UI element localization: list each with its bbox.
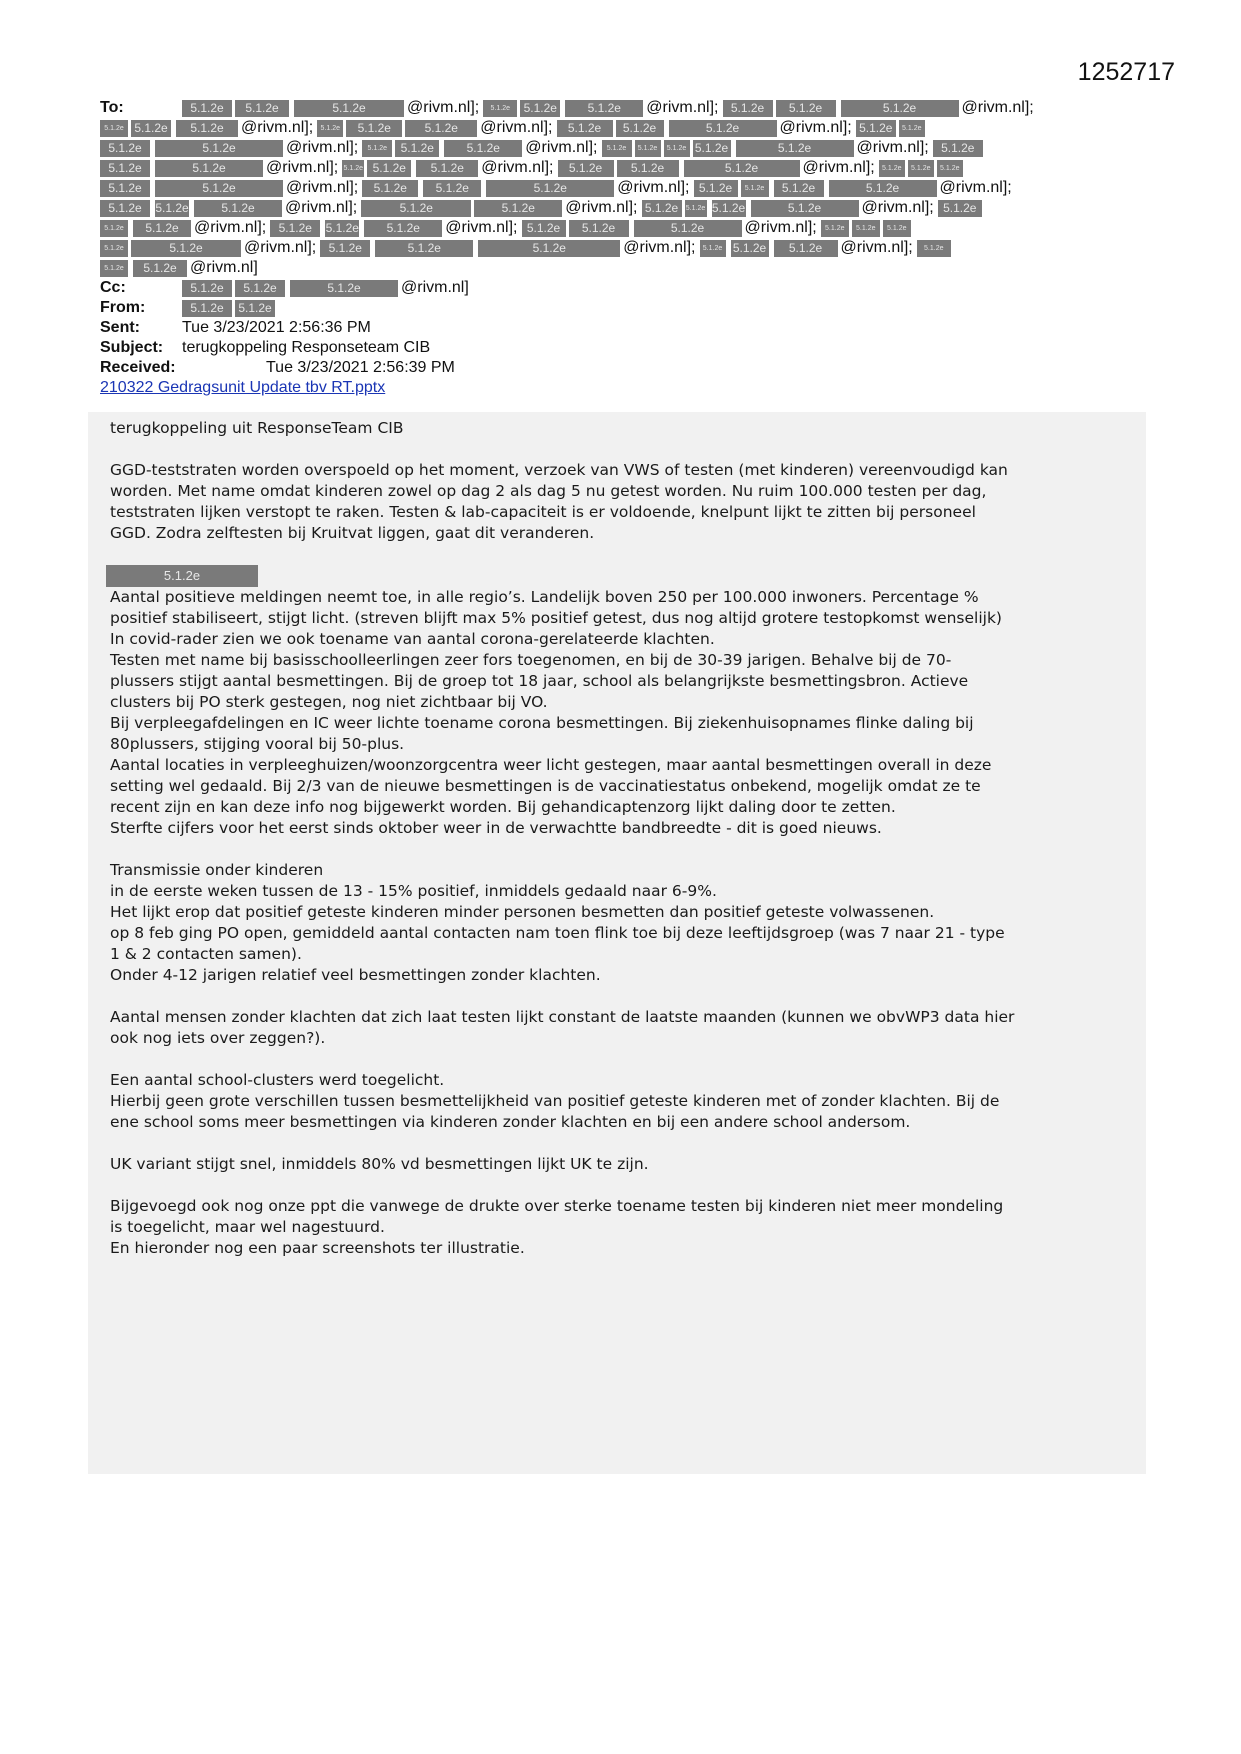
- redaction-box: 5.1.2e: [694, 180, 738, 197]
- recipient-domain: @rivm.nl];: [525, 139, 598, 156]
- recipient-domain: @rivm.nl];: [194, 219, 267, 236]
- recipient-domain: @rivm.nl];: [480, 119, 553, 136]
- paragraph-attachment-note: [110, 1196, 1140, 1259]
- redaction-box: 5.1.2e: [153, 180, 283, 197]
- body-line: ook nog iets over zeggen?).: [110, 1029, 326, 1047]
- redaction-box: 5.1.2e: [776, 100, 836, 117]
- recipient-line: [100, 258, 1150, 278]
- recipient-domain: @rivm.nl];: [617, 179, 690, 196]
- redaction-box: 5.1.2e: [772, 180, 824, 197]
- section-heading-redacted: [110, 565, 1140, 587]
- recipient-domain: @rivm.nl];: [286, 179, 359, 196]
- redaction-box: 5.1.2e: [772, 240, 838, 257]
- redaction-box: 5.1.2e: [153, 200, 189, 217]
- redaction-box: 5.1.2e: [100, 120, 128, 137]
- body-line: Hierbij geen grote verschillen tussen besmettelijkheid van positief geteste kinderen met of zonder klachten. Bij de: [110, 1092, 1000, 1110]
- body-line: Het lijkt erop dat positief geteste kinderen minder personen besmetten dan positief geteste volwassenen.: [110, 903, 935, 921]
- redaction-box: 5.1.2e: [367, 160, 411, 177]
- redaction-box: 5.1.2e: [100, 240, 128, 257]
- subject-value: terugkoppeling Responseteam CIB: [182, 339, 431, 356]
- redaction-box: 5.1.2e: [617, 160, 679, 177]
- recipient-domain: @rivm.nl];: [961, 99, 1034, 116]
- from-label: From:: [100, 299, 146, 316]
- paragraph-school-clusters: [110, 1070, 1140, 1133]
- body-line: Aantal positieve meldingen neemt toe, in alle regio’s. Landelijk boven 250 per 100.000 inwoners. Percentage %: [110, 588, 979, 606]
- redaction-box: 5.1.2e: [106, 565, 258, 587]
- redaction-box: 5.1.2e: [323, 220, 359, 237]
- redaction-box: 5.1.2e: [182, 100, 232, 117]
- recipient-line: [100, 218, 1150, 238]
- redaction-box: 5.1.2e: [520, 100, 560, 117]
- redaction-box: 5.1.2e: [632, 220, 742, 237]
- redaction-box: 5.1.2e: [642, 200, 682, 217]
- body-line: Sterfte cijfers voor het eerst sinds oktober weer in de verwachtte bandbreedte - dit is goed nieuws.: [110, 819, 882, 837]
- recipient-domain: @rivm.nl];: [565, 199, 638, 216]
- paragraph-transmission: [110, 860, 1140, 986]
- redaction-box: 5.1.2e: [270, 220, 320, 237]
- received-value: Tue 3/23/2021 2:56:39 PM: [266, 359, 455, 376]
- recipient-line: [100, 178, 1150, 198]
- redaction-box: 5.1.2e: [100, 260, 128, 277]
- body-line: Aantal locaties in verpleeghuizen/woonzorgcentra weer licht gestegen, maar aantal besmettingen overall in deze: [110, 756, 992, 774]
- redaction-box: 5.1.2e: [361, 200, 471, 217]
- redaction-box: 5.1.2e: [421, 180, 481, 197]
- recipient-line: [182, 98, 1150, 118]
- recipient-line: [100, 238, 1150, 258]
- redaction-box: 5.1.2e: [723, 100, 773, 117]
- recipient-domain: @rivm.nl];: [244, 239, 317, 256]
- redaction-box: 5.1.2e: [856, 120, 896, 137]
- redaction-box: 5.1.2e: [373, 240, 473, 257]
- cc-recipients: [182, 278, 473, 298]
- redaction-box: 5.1.2e: [320, 240, 370, 257]
- body-line: plussers stijgt aantal besmettingen. Bij de groep tot 18 jaar, school als belangrijkste besmettingsbron. Actieve: [110, 672, 969, 690]
- body-line: Een aantal school-clusters werd toegelicht.: [110, 1071, 445, 1089]
- body-line: UK variant stijgt snel, inmiddels 80% vd besmettingen lijkt UK te zijn.: [110, 1155, 649, 1173]
- redaction-box: 5.1.2e: [342, 160, 364, 177]
- redaction-box: 5.1.2e: [235, 280, 285, 297]
- redaction-box: 5.1.2e: [558, 160, 614, 177]
- redaction-box: 5.1.2e: [100, 140, 150, 157]
- body-line: 80plussers, stijging vooral bij 50-plus.: [110, 735, 405, 753]
- redaction-box: 5.1.2e: [362, 180, 418, 197]
- redaction-box: 5.1.2e: [852, 220, 880, 237]
- recipient-domain: @rivm.nl];: [481, 159, 554, 176]
- body-line: GGD-teststraten worden overspoeld op het moment, verzoek van VWS of testen (met kinderen) vereenvoudigd kan: [110, 461, 1008, 479]
- received-label: Received:: [100, 359, 176, 376]
- redaction-box: 5.1.2e: [100, 180, 150, 197]
- recipient-domain: @rivm.nl];: [445, 219, 518, 236]
- cc-label: Cc:: [100, 279, 126, 296]
- recipient-domain: @rivm.nl];: [802, 159, 875, 176]
- redaction-box: 5.1.2e: [839, 100, 959, 117]
- redaction-box: 5.1.2e: [682, 160, 800, 177]
- intro-paragraph: terugkoppeling uit ResponseTeam CIB: [110, 419, 404, 437]
- redaction-box: 5.1.2e: [938, 200, 982, 217]
- redaction-box: 5.1.2e: [405, 120, 477, 137]
- recipient-domain: @rivm.nl];: [840, 239, 913, 256]
- redaction-box: 5.1.2e: [414, 160, 478, 177]
- subject-row: [100, 338, 1150, 358]
- received-row: [100, 358, 1150, 378]
- redaction-box: 5.1.2e: [749, 200, 859, 217]
- redaction-box: 5.1.2e: [484, 180, 614, 197]
- body-line: ene school soms meer besmettingen via kinderen zonder klachten en bij een andere school andersom.: [110, 1113, 911, 1131]
- recipient-line: [100, 158, 1150, 178]
- to-label: To:: [100, 99, 124, 116]
- redaction-box: 5.1.2e: [131, 260, 187, 277]
- attachment-link[interactable]: 210322 Gedragsunit Update tbv RT.pptx: [100, 379, 386, 396]
- email-header: [100, 98, 1150, 398]
- recipient-line: [100, 118, 1150, 138]
- recipient-domain: @rivm.nl];: [286, 139, 359, 156]
- redaction-box: 5.1.2e: [908, 160, 934, 177]
- document-id: 1252717: [1077, 58, 1175, 86]
- redaction-box: 5.1.2e: [693, 140, 731, 157]
- redaction-box: 5.1.2e: [917, 240, 951, 257]
- recipient-domain: @rivm.nl];: [623, 239, 696, 256]
- body-line: In covid-rader zien we ook toename van aantal corona-gerelateerde klachten.: [110, 630, 715, 648]
- redaction-box: 5.1.2e: [174, 120, 238, 137]
- subject-label: Subject:: [100, 339, 164, 356]
- redaction-box: 5.1.2e: [182, 280, 232, 297]
- recipient-domain: @rivm.nl];: [744, 219, 817, 236]
- paragraph-trends: [110, 587, 1140, 839]
- redaction-box: 5.1.2e: [153, 160, 263, 177]
- redaction-box: 5.1.2e: [395, 140, 439, 157]
- redaction-box: 5.1.2e: [685, 200, 707, 217]
- redaction-box: 5.1.2e: [153, 140, 283, 157]
- redaction-box: 5.1.2e: [131, 220, 191, 237]
- redaction-box: 5.1.2e: [883, 220, 911, 237]
- redaction-box: 5.1.2e: [569, 220, 629, 237]
- body-line: Testen met name bij basisschoolleerlingen zeer fors toegenomen, en bij de 30-39 jarigen. Behalve bij de 70-: [110, 651, 952, 669]
- body-line: setting wel gedaald. Bij 2/3 van de nieuwe besmettingen is de vaccinatiestatus onbekend, mogelijk omdat ze te: [110, 777, 981, 795]
- redaction-box: 5.1.2e: [700, 240, 726, 257]
- paragraph-asymptomatic: [110, 1007, 1140, 1049]
- redaction-box: 5.1.2e: [741, 180, 769, 197]
- recipient-line: [100, 138, 1150, 158]
- redaction-box: 5.1.2e: [635, 140, 661, 157]
- redaction-box: 5.1.2e: [235, 300, 275, 317]
- body-line: Bij verpleegafdelingen en IC weer lichte toename corona besmettingen. Bij ziekenhuisopnames flinke daling bij: [110, 714, 974, 732]
- redaction-box: 5.1.2e: [879, 160, 905, 177]
- redaction-box: 5.1.2e: [557, 120, 613, 137]
- redaction-box: 5.1.2e: [362, 140, 392, 157]
- redaction-box: 5.1.2e: [664, 140, 690, 157]
- cc-domain: @rivm.nl]: [401, 279, 469, 296]
- body-line: Bijgevoegd ook nog onze ppt die vanwege de drukte over sterke toename testen bij kinderen niet meer mondeling: [110, 1197, 1004, 1215]
- recipient-domain: @rivm.nl];: [939, 179, 1012, 196]
- body-line: in de eerste weken tussen de 13 - 15% positief, inmiddels gedaald naar 6-9%.: [110, 882, 717, 900]
- redaction-box: 5.1.2e: [522, 220, 566, 237]
- redaction-box: 5.1.2e: [292, 100, 404, 117]
- recipient-domain: @rivm.nl];: [266, 159, 339, 176]
- recipient-domain: @rivm.nl];: [407, 99, 480, 116]
- redaction-box: 5.1.2e: [937, 160, 963, 177]
- redaction-box: 5.1.2e: [442, 140, 522, 157]
- recipient-domain: @rivm.nl];: [241, 119, 314, 136]
- redaction-box: 5.1.2e: [362, 220, 442, 237]
- redaction-box: 5.1.2e: [100, 160, 150, 177]
- redaction-box: 5.1.2e: [235, 100, 289, 117]
- body-line: op 8 feb ging PO open, gemiddeld aantal contacten nam toen flink toe bij deze leeftijdsgroep (was 7 naar 21 - type: [110, 924, 1005, 942]
- body-line: En hieronder nog een paar screenshots ter illustratie.: [110, 1239, 525, 1257]
- redaction-box: 5.1.2e: [616, 120, 664, 137]
- redaction-box: 5.1.2e: [474, 200, 562, 217]
- message-body: [110, 418, 1140, 1280]
- cc-row: [100, 278, 1150, 298]
- sent-label: Sent:: [100, 319, 140, 336]
- body-line: Onder 4-12 jarigen relatief veel besmettingen zonder klachten.: [110, 966, 601, 984]
- redaction-box: 5.1.2e: [131, 240, 241, 257]
- redaction-box: 5.1.2e: [182, 300, 232, 317]
- redaction-box: 5.1.2e: [827, 180, 937, 197]
- body-line: recent zijn en kan deze info nog bijgewerkt worden. Bij gehandicaptenzorg lijkt daling door te zetten.: [110, 798, 896, 816]
- redaction-box: 5.1.2e: [483, 100, 517, 117]
- redaction-box: 5.1.2e: [100, 220, 128, 237]
- redaction-box: 5.1.2e: [476, 240, 620, 257]
- from-row: [100, 298, 1150, 318]
- paragraph-testing: [110, 460, 1140, 544]
- sent-value: Tue 3/23/2021 2:56:36 PM: [182, 319, 371, 336]
- redaction-box: 5.1.2e: [899, 120, 925, 137]
- redaction-box: 5.1.2e: [602, 140, 632, 157]
- recipient-line: [100, 198, 1150, 218]
- body-line: 1 & 2 contacten samen).: [110, 945, 302, 963]
- redaction-box: 5.1.2e: [729, 240, 769, 257]
- body-line: worden. Met name omdat kinderen zowel op dag 2 als dag 5 nu getest worden. Nu ruim 100.000 testen per dag,: [110, 482, 987, 500]
- recipient-domain: @rivm.nl];: [856, 139, 929, 156]
- body-line: GGD. Zodra zelftesten bij Kruitvat liggen, gaat dit veranderen.: [110, 524, 595, 542]
- redaction-box: 5.1.2e: [710, 200, 746, 217]
- body-line: is toegelicht, maar wel nagestuurd.: [110, 1218, 385, 1236]
- redaction-box: 5.1.2e: [288, 280, 398, 297]
- redaction-box: 5.1.2e: [563, 100, 643, 117]
- recipient-domain: @rivm.nl];: [861, 199, 934, 216]
- body-line: Aantal mensen zonder klachten dat zich laat testen lijkt constant de laatste maanden (kunnen we obvWP3 data hier: [110, 1008, 1015, 1026]
- redaction-box: 5.1.2e: [667, 120, 777, 137]
- redaction-box: 5.1.2e: [100, 200, 150, 217]
- redaction-box: 5.1.2e: [131, 120, 171, 137]
- redaction-box: 5.1.2e: [317, 120, 343, 137]
- redaction-box: 5.1.2e: [192, 200, 282, 217]
- body-line: clusters bij PO sterk gestegen, nog niet zichtbaar bij VO.: [110, 693, 548, 711]
- redaction-box: 5.1.2e: [933, 140, 983, 157]
- body-line: teststraten lijken verstopt te raken. Testen & lab-capaciteit is er voldoende, knelpunt lijkt te zitten bij personeel: [110, 503, 976, 521]
- recipient-domain: @rivm.nl];: [646, 99, 719, 116]
- recipient-domain: @rivm.nl]: [190, 259, 258, 276]
- sent-row: [100, 318, 1150, 338]
- from-sender: [182, 298, 278, 318]
- redaction-box: 5.1.2e: [821, 220, 849, 237]
- redaction-box: 5.1.2e: [734, 140, 854, 157]
- recipient-domain: @rivm.nl];: [285, 199, 358, 216]
- redaction-box: 5.1.2e: [346, 120, 402, 137]
- to-row: [100, 98, 1150, 278]
- recipient-domain: @rivm.nl];: [779, 119, 852, 136]
- paragraph-uk-variant: [110, 1154, 1140, 1175]
- body-line: positief stabiliseert, stijgt licht. (streven blijft max 5% positief getest, dus nog altijd grotere testopkomst wenselijk): [110, 609, 1002, 627]
- body-line: Transmissie onder kinderen: [110, 861, 324, 879]
